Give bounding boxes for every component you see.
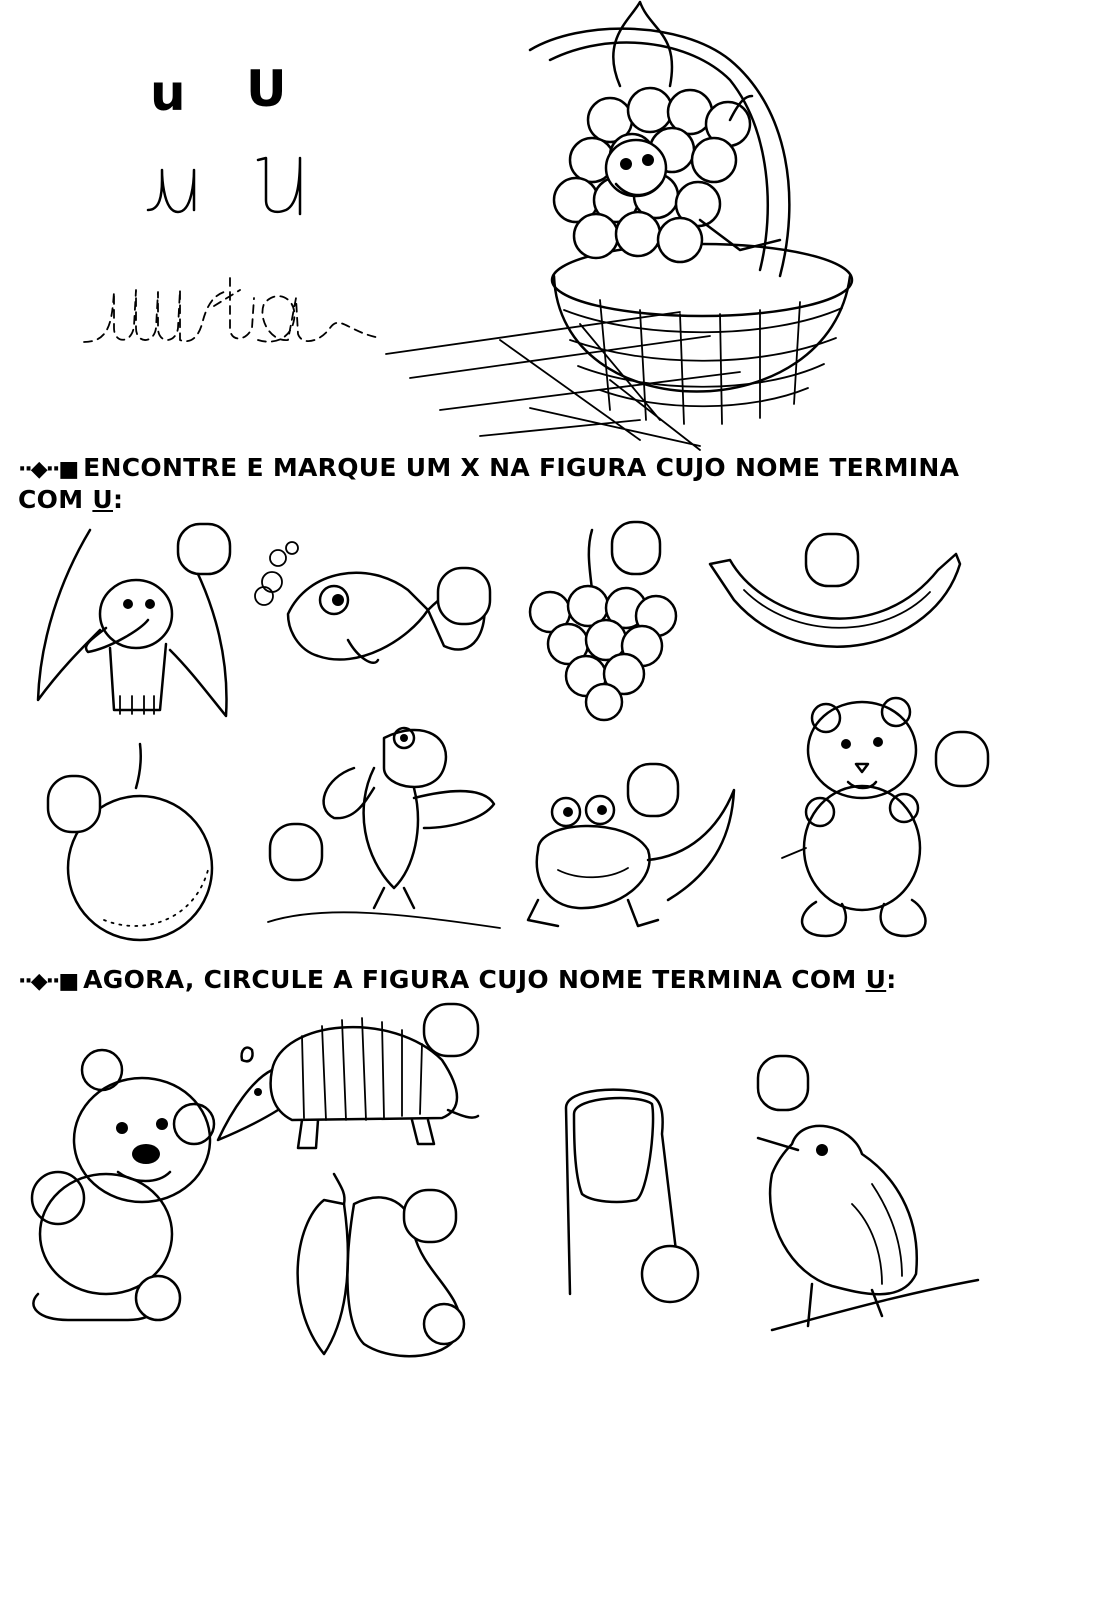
exercise2-bullet: ··◆··■: [18, 969, 78, 994]
orange-icon: [44, 740, 234, 940]
answer-box: [270, 824, 322, 880]
tracing-dashed-cursive: [80, 268, 400, 358]
answer-box: [48, 776, 100, 832]
teddy-bear-icon: [18, 1044, 218, 1324]
answer-box: [136, 1276, 180, 1320]
bear-icon: [776, 678, 996, 948]
exercise1-instruction: [18, 452, 1018, 515]
grape-character: [554, 2, 780, 262]
fingernail-icon: [552, 1084, 712, 1314]
answer-box: [438, 568, 490, 624]
answer-box: [178, 524, 230, 574]
exercise1-bullet: ··◆··■: [18, 457, 78, 482]
answer-box: [936, 732, 988, 786]
bird-icon: [752, 1054, 982, 1354]
answer-box: [404, 1190, 456, 1242]
exercise2-target-letter: U: [865, 965, 887, 994]
print-uppercase-letter: U: [246, 60, 287, 118]
exercise2-instruction: [18, 964, 1018, 996]
banana-icon: [704, 530, 964, 680]
answer-box: [612, 522, 660, 574]
answer-box-small: [424, 1304, 464, 1344]
eagle-icon: [30, 520, 240, 720]
exercise2-text-end: :: [886, 965, 897, 994]
frog-icon: [518, 760, 748, 940]
parrot-icon: [264, 708, 504, 938]
answer-box: [642, 1246, 698, 1302]
exercise1-text-end: :: [113, 484, 124, 514]
armadillo-icon: [212, 1000, 482, 1150]
fish-icon: [248, 540, 498, 690]
grapes-icon: [522, 520, 682, 720]
answer-box: [806, 534, 858, 586]
exercise1-text: ENCONTRE E MARQUE UM X NA FIGURA CUJO NOME TERMINA COM: [18, 453, 960, 514]
answer-box: [628, 764, 678, 816]
grapes-in-basket-icon: [380, 0, 800, 450]
exercise1-target-letter: U: [92, 484, 113, 514]
answer-box: [424, 1004, 478, 1056]
pear-icon: [284, 1164, 484, 1364]
cursive-lowercase-u: [148, 170, 194, 212]
exercise2-text: AGORA, CIRCULE A FIGURA CUJO NOME TERMINA COM: [83, 965, 866, 994]
answer-box: [758, 1056, 808, 1110]
cursive-letters: [140, 140, 320, 220]
print-lowercase-letter: u: [150, 64, 186, 122]
cursive-uppercase-u: [258, 158, 300, 214]
